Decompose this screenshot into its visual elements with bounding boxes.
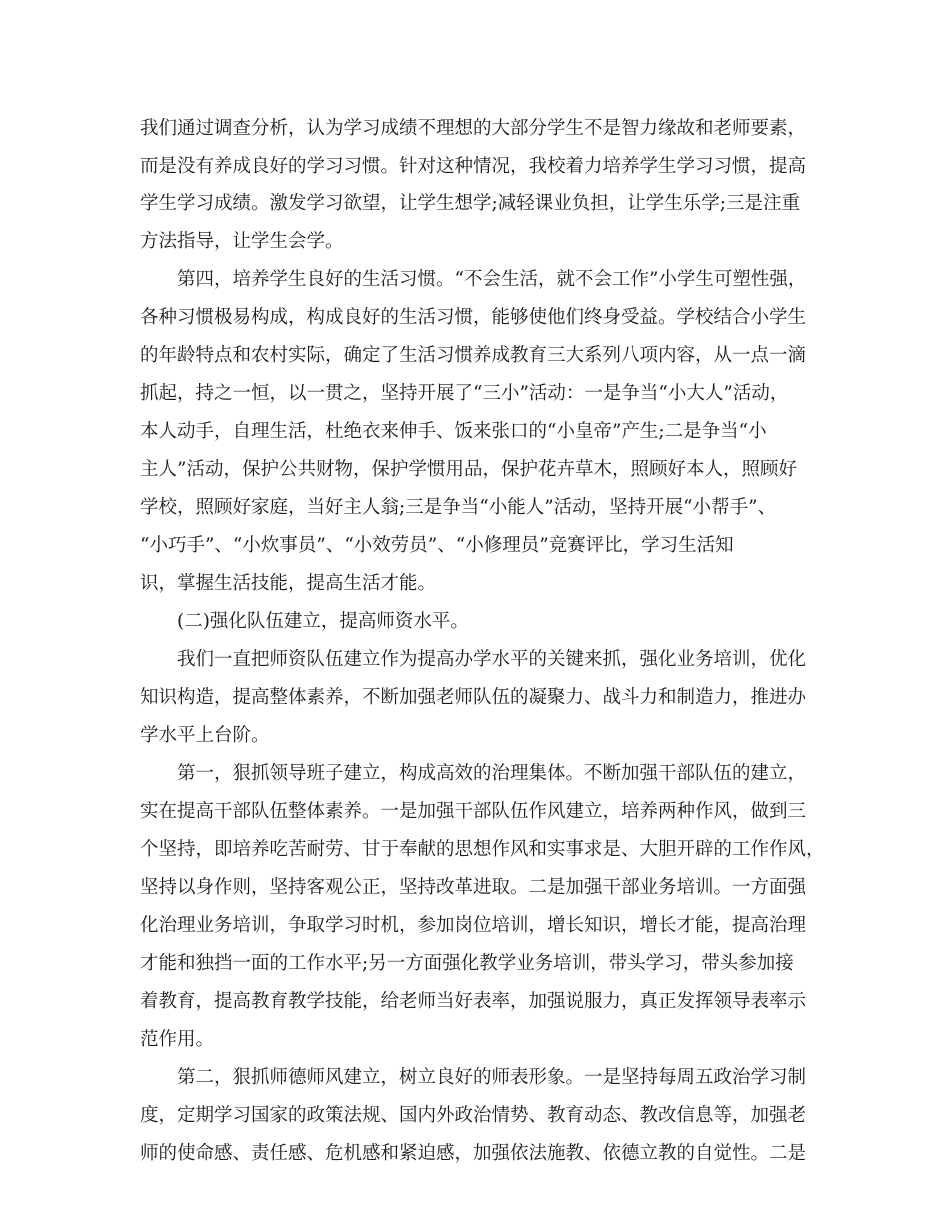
text-line: 的年龄特点和农村实际，确定了生活习惯养成教育三大系列八项内容，从一点一滴 bbox=[140, 345, 807, 366]
text-line: “小巧手”、“小炊事员”、“小效劳员”、“小修理员”竞赛评比，学习生活知 bbox=[140, 535, 734, 556]
text-line: 师的使命感、责任感、危机感和紧迫感，加强依法施教、依德立教的自觉性。二是 bbox=[140, 1143, 807, 1164]
text-line: 范作用。 bbox=[140, 1029, 215, 1050]
text-line: 度，定期学习国家的政策法规、国内外政治情势、教育动态、教改信息等，加强老 bbox=[140, 1105, 807, 1126]
text-line: 知识构造，提高整体素养，不断加强老师队伍的凝聚力、战斗力和制造力，推进办 bbox=[140, 687, 807, 708]
paragraph-start-line: 第一，狠抓领导班子建立，构成高效的治理集体。不断加强干部队伍的建立， bbox=[177, 763, 807, 784]
text-line: 学校，照顾好家庭，当好主人翁;三是争当“小能人”活动，坚持开展“小帮手”、 bbox=[140, 497, 777, 518]
paragraph-start-line: 第二，狠抓师德师风建立，树立良好的师表形象。一是坚持每周五政治学习制 bbox=[177, 1067, 807, 1088]
text-line: 个坚持，即培养吃苦耐劳、甘于奉献的思想作风和实事求是、大胆开辟的工作作风， bbox=[140, 839, 825, 860]
text-line: 我们通过调查分析，认为学习成绩不理想的大部分学生不是智力缘故和老师要素， bbox=[140, 118, 807, 139]
paragraph-start-line: 我们一直把师资队伍建立作为提高办学水平的关键来抓，强化业务培训，优化 bbox=[177, 649, 807, 670]
text-line: 识，掌握生活技能，提高生活才能。 bbox=[140, 573, 437, 594]
text-line: 着教育，提高教育教学技能，给老师当好表率，加强说服力，真正发挥领导表率示 bbox=[140, 991, 807, 1012]
text-line: 抓起，持之一恒，以一贯之，坚持开展了“三小”活动：一是争当“小大人”活动， bbox=[140, 383, 789, 404]
text-line: 坚持以身作则，坚持客观公正，坚持改革进取。二是加强干部业务培训。一方面强 bbox=[140, 877, 807, 898]
text-line: 主人”活动，保护公共财物，保护学惯用品，保护花卉草木，照顾好本人，照顾好 bbox=[140, 459, 797, 480]
section-heading: (二)强化队伍建立，提高师资水平。 bbox=[177, 611, 469, 632]
text-line: 各种习惯极易构成，构成良好的生活习惯，能够使他们终身受益。学校结合小学生 bbox=[140, 307, 807, 328]
text-line: 才能和独挡一面的工作水平;另一方面强化教学业务培训，带头学习，带头参加接 bbox=[140, 953, 794, 974]
text-line: 方法指导，让学生会学。 bbox=[140, 231, 344, 252]
text-line: 本人动手，自理生活，杜绝衣来伸手、饭来张口的“小皇帝”产生;二是争当“小 bbox=[140, 421, 767, 442]
text-line: 实在提高干部队伍整体素养。一是加强干部队伍作风建立，培养两种作风，做到三 bbox=[140, 801, 807, 822]
text-line: 化治理业务培训，争取学习时机，参加岗位培训，增长知识，增长才能，提高治理 bbox=[140, 915, 807, 936]
paragraph-start-line: 第四，培养学生良好的生活习惯。“不会生活，就不会工作”小学生可塑性强， bbox=[177, 269, 807, 290]
text-line: 而是没有养成良好的学习习惯。针对这种情况，我校着力培养学生学习习惯，提高 bbox=[140, 156, 807, 177]
text-line: 学生学习成绩。激发学习欲望，让学生想学;减轻课业负担，让学生乐学;三是注重 bbox=[140, 193, 800, 214]
text-line: 学水平上台阶。 bbox=[140, 725, 270, 746]
